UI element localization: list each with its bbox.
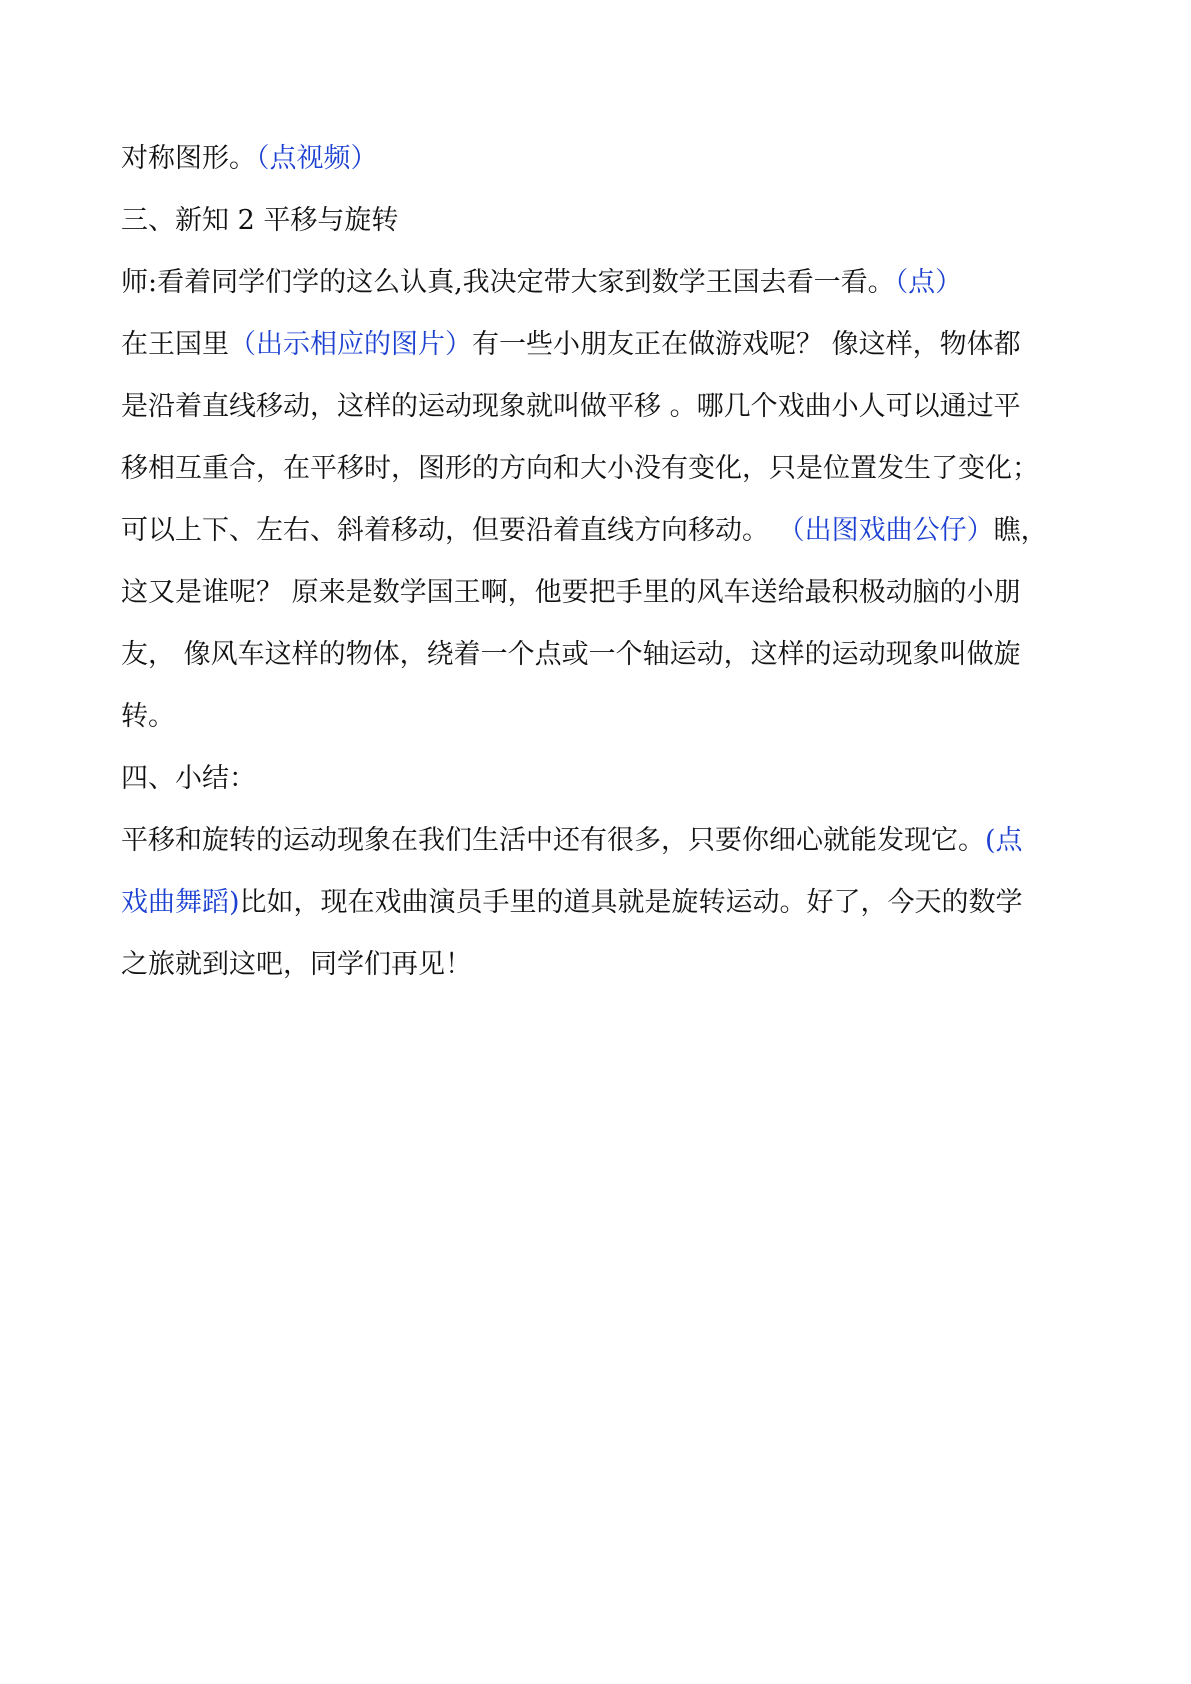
text-line: [121, 376, 1081, 438]
body-text: 有一些小朋友正在做游戏呢？ 像这样，物体都: [472, 329, 1021, 360]
body-text: 平移和旋转的运动现象在我们生活中还有很多，只要你细心就能发现它。: [121, 825, 985, 856]
body-text: 之旅就到这吧，同学们再见！: [121, 949, 472, 980]
body-text: 是沿着直线移动，这样的运动现象就叫做平移 。哪几个戏曲小人可以通过平: [121, 391, 1021, 422]
text-line: [121, 748, 1081, 810]
body-text: 瞧，: [993, 515, 1048, 546]
paragraph: [121, 810, 1081, 996]
paragraph: [121, 128, 1081, 190]
body-text: 师:看着同学们学的这么认真,我决定带大家到数学王国去看一看。: [121, 267, 895, 298]
text-line: [121, 872, 1081, 934]
body-text: 转。: [121, 701, 175, 732]
text-line: [121, 500, 1081, 562]
paragraph: [121, 190, 1081, 252]
teaching-note: （点视频）: [256, 143, 378, 174]
text-line: [121, 314, 1081, 376]
text-line: [121, 686, 1081, 748]
text-line: [121, 934, 1081, 996]
document-body: [121, 128, 1081, 996]
body-text: 四、小结：: [121, 763, 256, 794]
teaching-note: （出示相应的图片）: [229, 329, 472, 360]
text-line: [121, 438, 1081, 500]
body-text: 对称图形。: [121, 143, 256, 174]
text-line: [121, 190, 1081, 252]
teaching-note: (点: [985, 825, 1023, 856]
paragraph: [121, 748, 1081, 810]
teaching-note: （出图戏曲公仔）: [777, 515, 994, 546]
paragraph: [121, 314, 1081, 748]
text-line: [121, 252, 1081, 314]
text-line: [121, 128, 1081, 190]
body-text: 在王国里: [121, 329, 229, 360]
body-text: 友， 像风车这样的物体，绕着一个点或一个轴运动，这样的运动现象叫做旋: [121, 639, 1021, 670]
body-text: 三、新知 2 平移与旋转: [121, 205, 399, 236]
text-line: [121, 562, 1081, 624]
teaching-note: （点）: [894, 267, 963, 298]
paragraph: [121, 252, 1081, 314]
body-text: 可以上下、左右、斜着移动，但要沿着直线方向移动。: [121, 515, 778, 546]
body-text: 这又是谁呢？ 原来是数学国王啊，他要把手里的风车送给最积极动脑的小朋: [121, 577, 1021, 608]
text-line: [121, 624, 1081, 686]
body-text: 移相互重合，在平移时，图形的方向和大小没有变化，只是位置发生了变化；: [121, 453, 1039, 484]
body-text: 比如，现在戏曲演员手里的道具就是旋转运动。好了，今天的数学: [239, 887, 1023, 918]
text-line: [121, 810, 1081, 872]
teaching-note: 戏曲舞蹈): [121, 887, 240, 918]
